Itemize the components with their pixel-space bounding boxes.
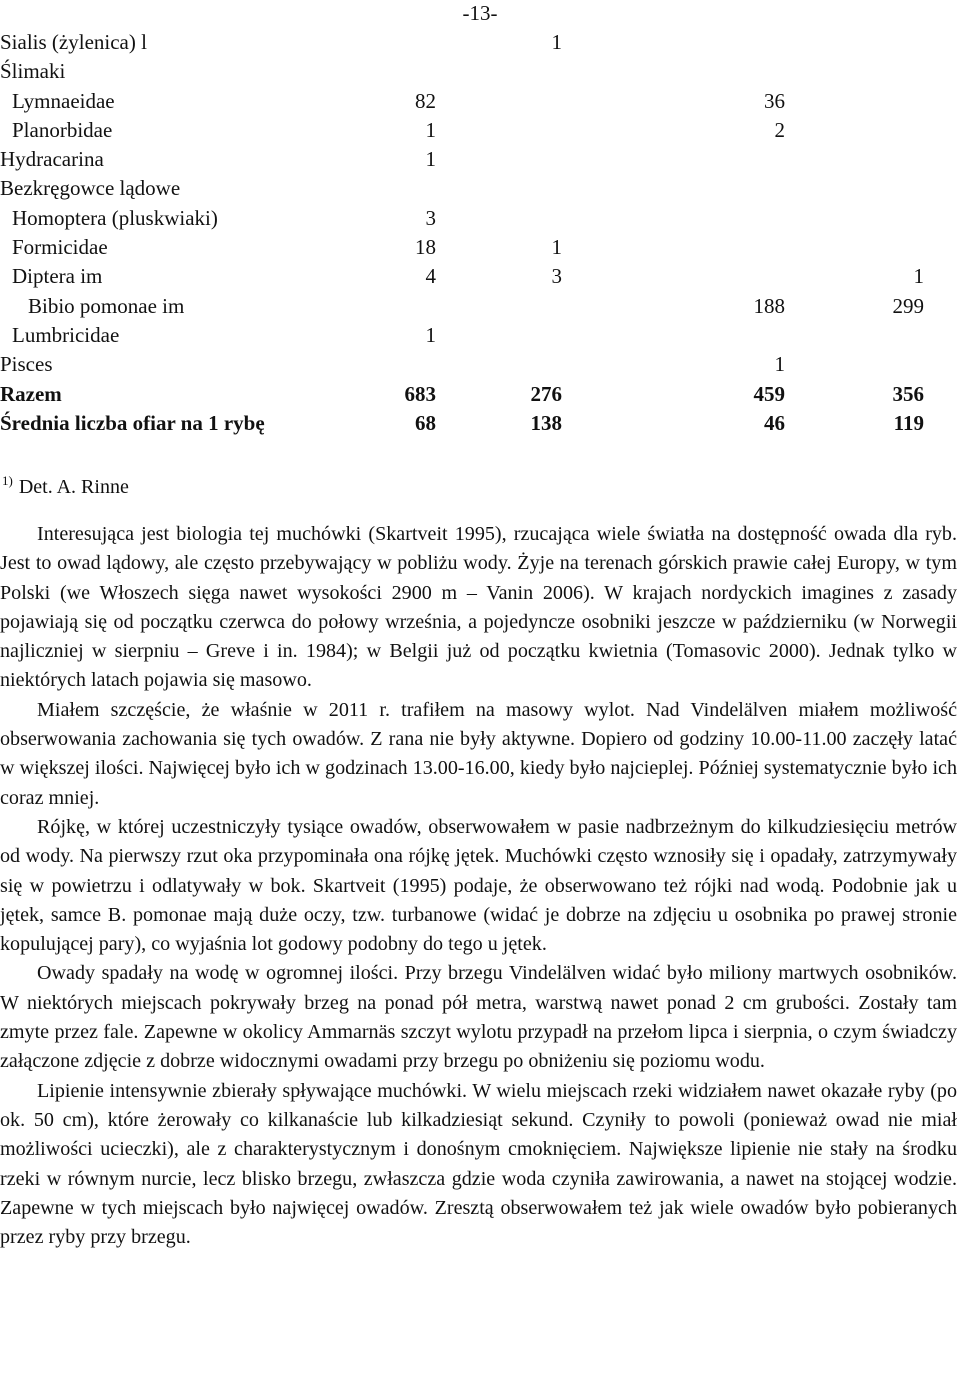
table-row xyxy=(0,204,960,233)
table-row-average xyxy=(0,409,960,438)
table-row-total xyxy=(0,380,960,409)
row-label: Bibio pomonae im xyxy=(28,293,185,318)
row-label: Pisces xyxy=(0,352,53,377)
table-row xyxy=(0,57,960,86)
cell: 3 xyxy=(425,205,436,230)
row-label: Formicidae xyxy=(12,235,108,260)
cell: 276 xyxy=(530,381,562,406)
cell: 299 xyxy=(892,293,924,318)
cell: 1 xyxy=(425,117,436,142)
table-row xyxy=(0,350,960,379)
row-label: Sialis (żylenica) l xyxy=(0,30,147,54)
body-text xyxy=(0,520,957,1252)
paragraph: Interesująca jest biologia tej muchówki (Skartveit 1995), rzucająca wiele światła na dostępność owada dla ryb. Jest to owad lądowy, ale często przebywający w pobliżu wody. Żyje na terenach górskich prawie całej Europy, w tym Polski (we Włoszech sięga nawet wysokości 2900 m – Vanin 2006). W krajach nordyckich imagines z zasady pojawiają się od początku czerwca do połowy września, a pojedyncze osobniki jeszcze w październiku (w Norwegii najliczniej w sierpniu – Greve i in. 1984); w Belgii już od początku kwietnia (Tomasovic 2000). Jednak tylko w niektórych latach pojawia się masowo. xyxy=(0,523,957,692)
row-label: Planorbidae xyxy=(12,117,113,142)
footnote-marker: 1) xyxy=(2,473,13,488)
paragraph: Rójkę, w której uczestniczyły tysiące owadów, obserwowałem w pasie nadbrzeżnym do kilkudziesięciu metrów od wody. Na pierwszy rzut oka przypominała ona rójkę jętek. Muchówki często wznosiły się i opadały, zatrzymywały się w powietrzu i odlatywały w bok. Skartveit (1995) podaje, że obserwowano też rójki nad wodą. Podobnie jak u jętek, samce B. pomonae mają duże oczy, tzw. turbanowe (widać je dobrze na zdjęciu u osobnika po prawej stronie kopulującej pary), co wyjaśnia lot godowy podobny do tego u jętek. xyxy=(0,815,957,956)
paragraph: Owady spadały na wodę w ogromnej ilości. Przy brzegu Vindelälven widać było miliony martwych osobników. W niektórych miejscach pokrywały brzeg na ponad pół metra, warstwą nawet ponad 2 cm grubości. Zostały tam zmyte przez fale. Zapewne w okolicy Ammarnäs szczyt wylotu przypadł na przełom lipca i sierpnia, o czym świadczy załączone zdjęcie z dobrze widocznymi owadami przy brzegu po obniżeniu się poziomu wodu. xyxy=(0,962,957,1073)
row-label: Bezkręgowce lądowe xyxy=(0,176,181,201)
row-label: Lymnaeidae xyxy=(12,88,115,113)
row-label: Razem xyxy=(0,381,62,406)
cell: 36 xyxy=(764,88,785,113)
cell: 4 xyxy=(425,264,436,289)
row-label: Lumbricidae xyxy=(12,322,120,347)
cell: 683 xyxy=(404,381,436,406)
paragraph: Miałem szczęście, że właśnie w 2011 r. trafiłem na masowy wylot. Nad Vindelälven miałem możliwość obserwowania zachowania się tych owadów. Z rana nie były aktywne. Dopiero od godziny 10.00-11.00 zaczęły latać w większej ilości. Najwięcej było ich w godzinach 13.00-16.00, kiedy było najcieplej. Później systematycznie było ich coraz mniej. xyxy=(0,698,957,809)
table-row xyxy=(0,28,960,57)
page-number: -13- xyxy=(462,1,498,25)
table-row xyxy=(0,292,960,321)
row-label: Diptera im xyxy=(12,264,103,289)
cell: 459 xyxy=(753,381,785,406)
table-row xyxy=(0,321,960,350)
cell: 68 xyxy=(415,410,436,435)
cell: 1 xyxy=(425,322,436,347)
cell: 138 xyxy=(530,410,562,435)
cell: 1 xyxy=(551,30,562,54)
table-row xyxy=(0,233,960,262)
cell: 356 xyxy=(892,381,924,406)
footnote xyxy=(2,467,129,501)
cell: 82 xyxy=(415,88,436,113)
cell: 1 xyxy=(774,352,785,377)
cell: 1 xyxy=(913,264,924,289)
row-label: Średnia liczba ofiar na 1 rybę xyxy=(0,410,265,435)
row-label: Homoptera (pluskwiaki) xyxy=(12,205,218,230)
cell: 1 xyxy=(425,147,436,172)
row-label: Hydracarina xyxy=(0,147,104,172)
cell: 46 xyxy=(764,410,785,435)
table-row xyxy=(0,145,960,174)
cell: 188 xyxy=(753,293,785,318)
cell: 1 xyxy=(551,235,562,260)
table-row xyxy=(0,174,960,203)
prey-table xyxy=(0,28,960,438)
row-label: Ślimaki xyxy=(0,59,66,84)
footnote-text: Det. A. Rinne xyxy=(18,476,129,498)
cell: 2 xyxy=(774,117,785,142)
cell: 3 xyxy=(551,264,562,289)
cell: 119 xyxy=(893,410,924,435)
paragraph: Lipienie intensywnie zbierały spływające muchówki. W wielu miejscach rzeki widziałem nawet okazałe ryby (po ok. 50 cm), które żerowały co kilkanaście lub kilkadziesiąt sekund. Czyniły to powoli (ponieważ owad nie miał możliwości ucieczki), ale z charakterystycznym i donośnym cmoknięciem. Największe lipienie nie stały na środku rzeki w równym nurcie, lecz blisko brzegu, zwłaszcza gdzie woda czyniła zawirowania, a nawet na stojącej wodzie. Zapewne w tych miejscach było najwięcej owadów. Zresztą obserwowałem też jak wiele owadów było pobieranych przez ryby przy brzegu. xyxy=(0,1079,957,1249)
cell: 18 xyxy=(415,235,436,260)
table-row xyxy=(0,87,960,116)
table-row xyxy=(0,116,960,145)
table-row xyxy=(0,262,960,291)
